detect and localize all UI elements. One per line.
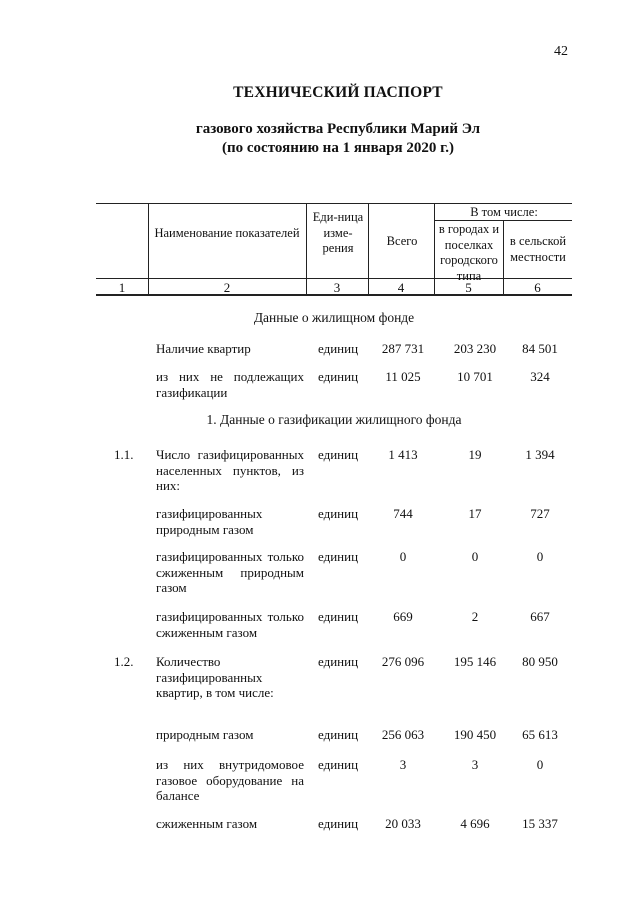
row-name: газифицированных только сжиженным газом (156, 609, 304, 640)
row-total: 11 025 (385, 369, 421, 384)
row-unit: единиц (318, 816, 359, 831)
row-rural: 15 337 (522, 816, 558, 831)
row-unit: единиц (318, 549, 359, 564)
row-cities: 190 450 (453, 727, 497, 742)
row-cities: 17 (468, 506, 482, 521)
section-heading-housing: Данные о жилищном фонде (253, 310, 415, 325)
col-number-5: 5 (465, 280, 472, 295)
document-title: ТЕХНИЧЕСКИЙ ПАСПОРТ (233, 84, 443, 101)
page-number: 42 (554, 44, 568, 59)
row-number: 1.2. (114, 654, 134, 669)
col-number-4: 4 (397, 280, 405, 295)
row-cities: 19 (468, 447, 482, 462)
row-cities: 195 146 (453, 654, 497, 669)
row-name: Количество газифицированных квартир, в том числе: (156, 654, 274, 700)
row-rural: 1 394 (525, 447, 555, 462)
row-cities: 10 701 (457, 369, 493, 384)
row-cities: 2 (471, 609, 479, 624)
row-unit: единиц (318, 447, 359, 462)
col-number-2: 2 (223, 280, 231, 295)
row-cities: 3 (471, 757, 479, 772)
row-name: из них не подлежащих газификации (156, 369, 304, 400)
row-rural: 65 613 (522, 727, 558, 742)
row-total: 669 (393, 609, 413, 624)
col-number-1: 1 (118, 280, 126, 295)
row-total: 287 731 (381, 341, 425, 356)
row-number: 1.1. (114, 447, 134, 462)
row-total: 0 (399, 549, 407, 564)
row-unit: единиц (318, 654, 359, 669)
document-subtitle: газового хозяйства Республики Марий Эл (195, 121, 481, 137)
row-name: газифицированных природным газом (156, 506, 263, 537)
row-total: 20 033 (385, 816, 421, 831)
row-unit: единиц (318, 341, 359, 356)
row-rural: 0 (536, 757, 544, 772)
row-rural: 84 501 (522, 341, 558, 356)
row-rural: 0 (536, 549, 544, 564)
row-total: 256 063 (381, 727, 425, 742)
header-total: Всего (386, 234, 418, 248)
row-rural: 727 (530, 506, 550, 521)
header-rural: в сельской местности (509, 234, 567, 264)
row-total: 276 096 (381, 654, 425, 669)
row-name: сжиженным газом (156, 816, 258, 831)
row-unit: единиц (318, 609, 359, 624)
row-name: из них внутридомовое газовое оборудование на балансе (156, 757, 304, 803)
row-cities: 0 (471, 549, 479, 564)
row-total: 744 (393, 506, 413, 521)
header-including: В том числе: (470, 205, 538, 219)
row-cities: 4 696 (460, 816, 490, 831)
header-cities: в городах и поселках городского типа (438, 222, 500, 283)
row-unit: единиц (318, 369, 359, 384)
row-name: газифицированных только сжиженным природным газом (156, 549, 304, 595)
row-name: Наличие квартир (156, 341, 251, 356)
row-name: Число газифицированных населенных пунктов, из них: (156, 447, 304, 493)
header-name: Наименование показателей (154, 226, 300, 240)
row-rural: 80 950 (522, 654, 558, 669)
row-name: природным газом (156, 727, 254, 742)
col-number-3: 3 (333, 280, 341, 295)
row-total: 3 (399, 757, 407, 772)
row-total: 1 413 (388, 447, 418, 462)
row-unit: единиц (318, 757, 359, 772)
row-unit: единиц (318, 506, 359, 521)
document-date: (по состоянию на 1 января 2020 г.) (221, 140, 455, 156)
section-heading-gasification: 1. Данные о газификации жилищного фонда (206, 412, 462, 427)
row-cities: 203 230 (453, 341, 497, 356)
row-rural: 324 (530, 369, 550, 384)
col-number-6: 6 (534, 280, 541, 295)
header-unit: Еди-ница изме-рения (312, 210, 364, 255)
row-unit: единиц (318, 727, 359, 742)
row-rural: 667 (530, 609, 550, 624)
